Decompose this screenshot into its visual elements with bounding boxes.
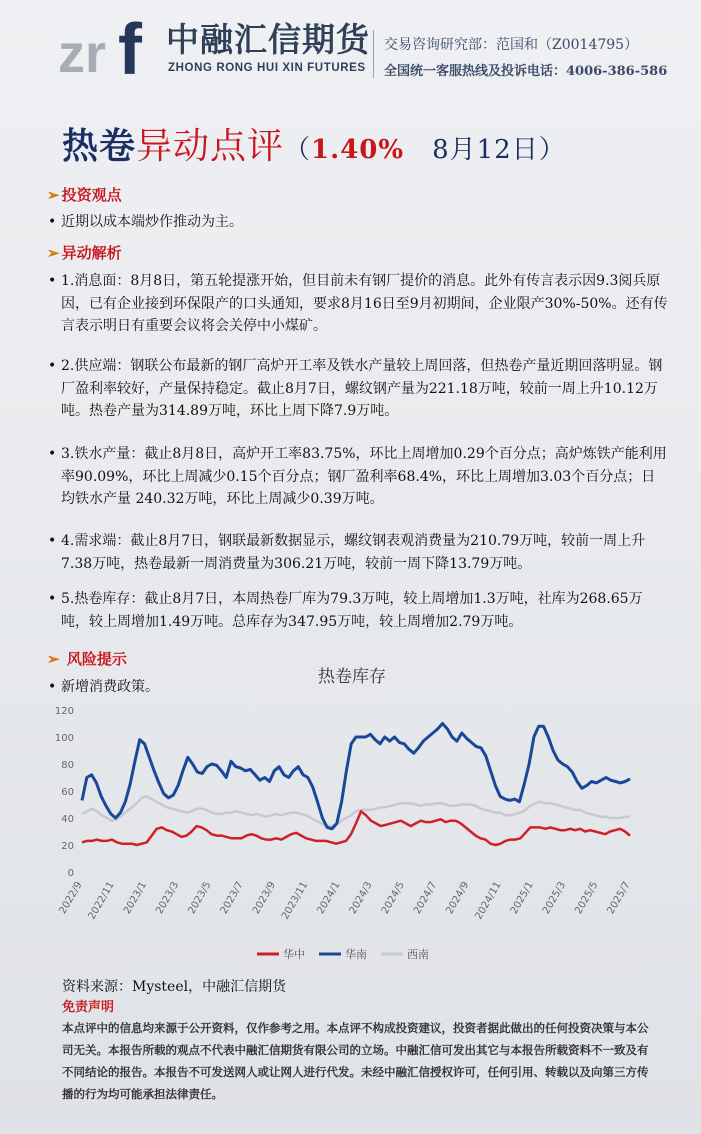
bullet-icon: •: [48, 679, 57, 695]
analyst-info: 交易咨询研究部：范国和（Z0014795）: [384, 37, 639, 53]
svg-text:zr: zr: [58, 24, 107, 80]
view-item: [48, 211, 668, 234]
company-name: 中融汇信期货: [166, 20, 370, 59]
y-tick-label: 80: [61, 760, 74, 771]
legend-label: 华南: [345, 948, 367, 961]
analysis-item: [48, 270, 668, 338]
series-line-华中: [82, 811, 630, 845]
x-tick-label: 2022/11: [86, 880, 117, 922]
y-tick-label: 120: [54, 706, 74, 717]
x-tick-label: 2024/1: [315, 880, 343, 916]
x-tick-label: 2025/5: [573, 880, 601, 916]
disclaimer-text: 本点评中的信息均来源于公开资料，仅作参考之用。本点评不构成投资建议，投资者据此做出的任何投资决策与本公司无关。本报告所载的观点不代表中融汇信期货有限公司的立场。中融汇信可发出其它与本报告所载资料不一致及有不同结论的报告。本报告不可发送网人或让网人进行代发。未经中融汇信授权许可，任何引用、转载以及向第三方传播的行为均可能承担法律责任。: [62, 1021, 649, 1101]
bullet-icon: •: [48, 273, 57, 289]
x-tick-label: 2025/3: [541, 880, 569, 916]
analysis-item-text: 5.热卷库存：截止8月7日，本周热卷厂库为79.3万吨，较上周增加1.3万吨，社库为268.65万吨，较上周增加1.49万吨。总库存为347.95万吨，较上周增加2.79万吨。: [61, 591, 643, 630]
x-tick-label: 2023/5: [186, 880, 214, 916]
section-analysis-title: 异动解析: [61, 244, 122, 262]
series-line-华南: [82, 724, 630, 829]
x-tick-label: 2023/7: [218, 880, 246, 916]
y-tick-label: 100: [54, 733, 74, 744]
x-tick-label: 2025/1: [508, 880, 536, 916]
x-tick-label: 2023/1: [121, 880, 150, 916]
inventory-line-chart: [52, 660, 652, 970]
analysis-item-text: 1.消息面：8月8日，第五轮提涨开始，但目前未有钢厂提价的消息。此外有传言表示因9.3阅兵原因，已有企业接到环保限产的口头通知，要求8月16日至9月初期间，企业限产30%-50%。还有传言表示明日有重要会议将会关停中小煤矿。: [61, 273, 668, 334]
header-divider: [373, 30, 374, 78]
arrow-icon: ➢: [47, 650, 60, 668]
section-analysis-heading: [47, 242, 122, 263]
analysis-item: [48, 530, 668, 575]
x-tick-label: 2023/3: [154, 880, 182, 916]
title-topic: 异动点评: [136, 126, 285, 167]
hotline-info: 全国统一客服热线及投诉电话：4006-386-586: [384, 64, 668, 79]
y-tick-label: 0: [67, 868, 74, 879]
x-tick-label: 2023/9: [250, 880, 279, 916]
y-tick-label: 40: [61, 814, 74, 825]
analysis-item-text: 4.需求端：截止8月7日，钢联最新数据显示，螺纹钢表观消费量为210.79万吨，较前一周上升7.38万吨，热卷最新一周消费量为306.21万吨，较前一周下降13.79万吨。: [61, 533, 646, 572]
report-title: [62, 118, 566, 169]
disclaimer-title: 免责声明: [62, 1000, 115, 1015]
x-tick-label: 2022/9: [57, 880, 85, 916]
bullet-icon: •: [48, 214, 57, 230]
x-tick-label: 2024/9: [444, 880, 472, 916]
title-change-pct: 1.40%: [311, 135, 405, 165]
bullet-icon: •: [48, 533, 57, 549]
bullet-icon: •: [48, 591, 57, 607]
analysis-item: [48, 443, 668, 511]
analysis-item-text: 3.铁水产量：截止8月8日，高炉开工率83.75%，环比上周增加0.29个百分点；高炉炼铁产能利用率90.09%，环比上周减少0.15个百分点；钢厂盈利率68.4%，环比上周增加3.03个百分点；日均铁水产量 240.32万吨，环比上周减少0.39万吨。: [61, 446, 667, 507]
section-view-title: 投资观点: [61, 186, 122, 204]
x-tick-label: 2025/7: [605, 880, 633, 916]
y-tick-label: 20: [61, 841, 74, 852]
arrow-icon: ➢: [47, 244, 60, 262]
section-risk-title: 风险提示: [66, 650, 127, 668]
title-product: 热卷: [62, 125, 137, 167]
company-pinyin: ZHONG RONG HUI XIN FUTURES: [168, 62, 366, 74]
x-tick-label: 2024/3: [347, 880, 375, 916]
bullet-icon: •: [48, 446, 57, 462]
svg-text:f: f: [118, 12, 142, 80]
data-source: 资料来源：Mysteel，中融汇信期货: [62, 979, 287, 995]
legend-label: 华中: [283, 948, 305, 961]
x-tick-label: 2024/7: [412, 880, 440, 916]
x-tick-label: 2023/11: [279, 880, 311, 922]
legend-label: 西南: [407, 948, 429, 961]
title-paren-open: （: [284, 135, 312, 165]
analysis-item-text: 2.供应端：钢联公布最新的钢厂高炉开工率及铁水产量较上周回落，但热卷产量近期回落明显。钢厂盈利率较好，产量保持稳定。截止8月7日，螺纹钢产量为221.18万吨，较前一周上升10.12万吨。热卷产量为314.89万吨，环比上周下降7.9万吨。: [61, 358, 663, 419]
chart-title: 热卷库存: [318, 667, 386, 687]
x-tick-label: 2024/11: [473, 880, 504, 922]
company-logo: [58, 12, 158, 80]
section-view-heading: [47, 184, 122, 205]
y-tick-label: 60: [61, 787, 74, 798]
bullet-icon: •: [48, 358, 57, 374]
title-date: 8月12日: [432, 135, 539, 165]
risk-item-text: 新增消费政策。: [61, 679, 159, 695]
title-paren-close: ）: [538, 135, 566, 165]
x-tick-label: 2024/5: [379, 880, 407, 916]
report-header: [0, 0, 701, 90]
view-item-text: 近期以成本端炒作推动为主。: [61, 214, 243, 230]
analysis-item: [48, 588, 668, 633]
analysis-item: [48, 355, 668, 423]
arrow-icon: ➢: [47, 186, 60, 204]
